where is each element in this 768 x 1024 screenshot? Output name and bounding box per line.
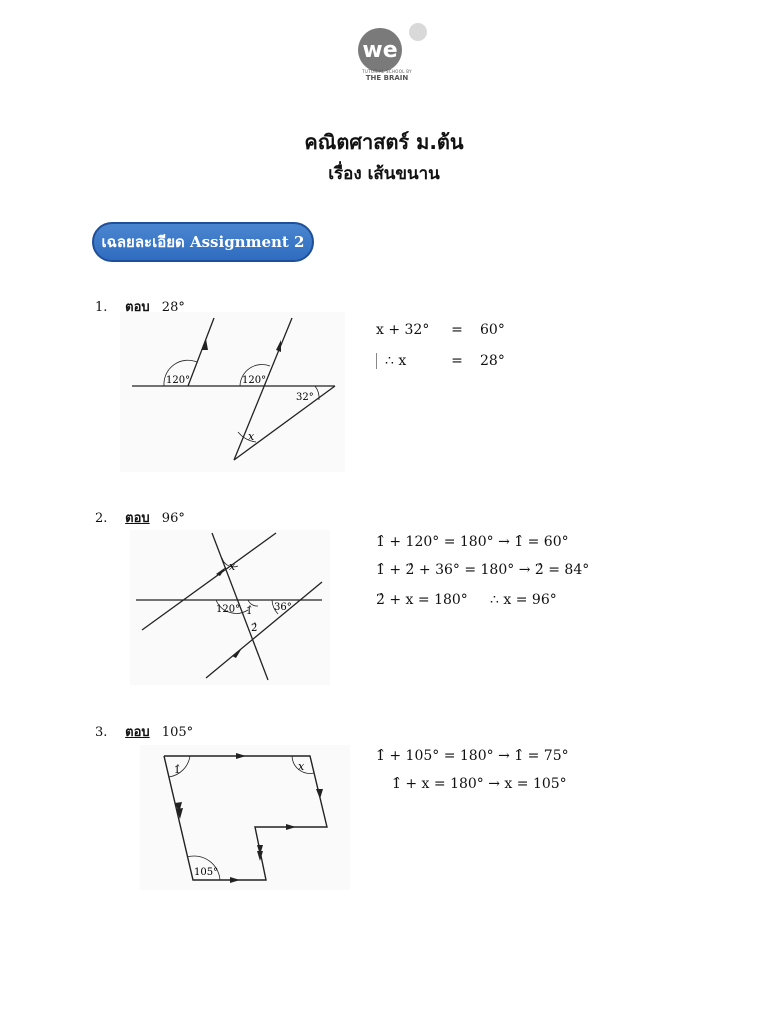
answer-label: ตอบ [125,300,150,315]
angle-label: 105° [194,867,219,878]
q2-equation-2: 1̂ + 2̂ + 36° = 180° → 2̂ = 84° [376,562,590,578]
angle-label: 120° [166,375,191,386]
angle-label: x [248,430,255,443]
logo-caption [352,70,422,82]
angle-label: 2̂ [251,623,258,634]
question-2-answer: 96° [161,511,185,526]
logo-mark: we [362,38,398,63]
logo-line1: TUTORIAL SCHOOL BY [362,69,412,74]
q3-equation-2: 1̂ + x = 180° → x = 105° [392,776,567,792]
page-subtitle: เรื่อง เส้นขนาน [328,164,440,184]
question-3-answer: 105° [161,725,194,740]
question-2-header [95,507,185,528]
q2-equation-3: 2̂ + x = 180° ∴ x = 96° [376,592,557,608]
q1-equation-2: ∴ x = 28° [376,353,505,369]
angle-label: x [298,760,305,773]
answer-label: ตอบ [125,511,150,526]
q3-equation-1: 1̂ + 105° = 180° → 1̂ = 75° [376,748,569,764]
question-1-figure [120,312,345,472]
page-title: คณิตศาสตร์ ม.ต้น [304,130,464,154]
question-3-header [95,721,193,742]
question-number: 1. [95,300,108,315]
question-3-figure [140,745,350,890]
q2-equation-1: 1̂ + 120° = 180° → 1̂ = 60° [376,534,569,550]
question-2-figure [130,530,330,685]
angle-label: 32° [296,392,314,403]
logo-line2: THE BRAIN [365,74,409,82]
answer-label: ตอบ [125,725,150,740]
angle-label: 1̂ [174,765,181,776]
angle-label: x [229,560,236,573]
angle-label: 120° [242,375,267,386]
question-1-answer: 28° [161,300,185,315]
angle-label: 36° [274,602,292,613]
angle-label: 1̂ [246,606,253,617]
question-number: 3. [95,725,108,740]
section-banner: เฉลยละเอียด Assignment 2 [92,222,314,262]
angle-label: 120° [216,604,241,615]
question-number: 2. [95,511,108,526]
q1-equation-1: x + 32° = 60° [376,322,505,338]
